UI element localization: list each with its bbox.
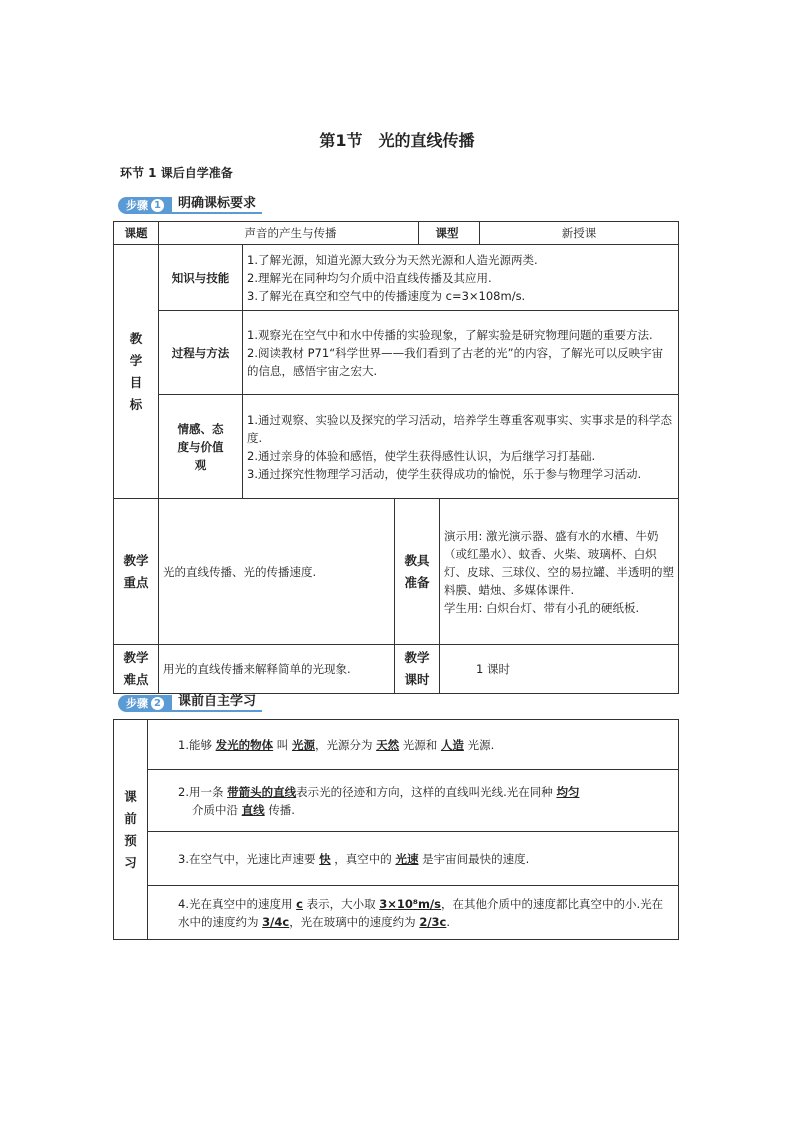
step2-banner xyxy=(118,694,262,712)
preview-label: 课 前 预 习 xyxy=(114,720,148,940)
topic-header: 课题 xyxy=(114,222,159,245)
type-value: 新授课 xyxy=(480,222,679,245)
knowledge-label: 知识与技能 xyxy=(159,245,243,311)
step2-number: 2 xyxy=(151,697,164,710)
preview-q4: 4.光在真空中的速度用 c 表示，大小取 3×10⁸m/s，在其他介质中的速度都比真空中的小.光在水中的速度约为 3/4c，光在玻璃中的速度约为 2/3c. xyxy=(148,886,679,940)
process-content: 1.观察光在空气中和水中传播的实验现象，了解实验是研究物理问题的重要方法. 2.阅读教材 P71“科学世界——我们看到了古老的光”的内容，了解光可以反映宇宙的信息，感悟宇宙之宏大. xyxy=(243,311,679,395)
preview-table xyxy=(113,719,679,940)
preview-q1: 1.能够 发光的物体 叫 光源，光源分为 天然 光源和 人造 光源. xyxy=(148,720,679,770)
process-label: 过程与方法 xyxy=(159,311,243,395)
answer: 人造 xyxy=(440,737,464,752)
type-header: 课型 xyxy=(418,222,475,244)
hours-value: 1 课时 xyxy=(440,645,679,694)
answer: 均匀 xyxy=(556,784,580,799)
answer: 快 xyxy=(319,851,331,866)
step2-label: 课前自主学习 xyxy=(172,693,262,712)
step2-pill: 步骤 2 xyxy=(118,695,172,712)
answer: c xyxy=(296,896,303,911)
key-label: 教学 重点 xyxy=(114,499,159,645)
answer: 光源 xyxy=(291,737,315,752)
goals-label: 教 学 目 标 xyxy=(114,245,159,499)
answer: 3×10⁸m/s xyxy=(379,896,441,911)
step1-number: 1 xyxy=(151,199,164,212)
topic-value: 声音的产生与传播 课型 xyxy=(159,222,480,245)
step1-banner xyxy=(118,196,262,214)
answer: 2/3c xyxy=(419,914,447,929)
tools-content: 演示用: 激光演示器、盛有水的水槽、牛奶（或红墨水）、蚊香、火柴、玻璃杯、白炽灯、皮球、三球仪、空的易拉罐、半透明的塑料膜、蜡烛、多媒体课件. 学生用: 白炽台灯、带有小孔的硬纸板. xyxy=(440,499,679,645)
answer: 3/4c xyxy=(262,914,290,929)
difficulty-content: 用光的直线传播来解释简单的光现象. xyxy=(159,645,395,694)
step1-pill: 步骤 1 xyxy=(118,197,172,214)
answer: 光速 xyxy=(395,851,419,866)
key-content: 光的直线传播、光的传播速度. xyxy=(159,499,395,645)
answer: 天然 xyxy=(376,737,400,752)
preview-q3: 3.在空气中，光速比声速要 快 ，真空中的 光速 是宇宙间最快的速度. xyxy=(148,832,679,886)
emotion-content: 1.通过观察、实验以及探究的学习活动，培养学生尊重客观事实、实事求是的科学态度. 2.通过亲身的体验和感悟，使学生获得感性认识，为后继学习打基础. 3.通过探究性物理学习活动，使学生获得成功的愉悦，乐于参与物理学习活动. xyxy=(243,395,679,499)
preview-q2: 2.用一条 带箭头的直线表示光的径迹和方向，这样的直线叫光线.光在同种 均匀 介质中沿 直线 传播. xyxy=(148,770,679,832)
hours-label: 教学 课时 xyxy=(395,645,440,694)
difficulty-label: 教学 难点 xyxy=(114,645,159,694)
answer: 直线 xyxy=(241,802,265,817)
page-title: 第1节 光的直线传播 xyxy=(319,131,475,150)
tools-label: 教具 准备 xyxy=(395,499,440,645)
answer: 发光的物体 xyxy=(215,737,274,752)
knowledge-content: 1.了解光源，知道光源大致分为天然光源和人造光源两类. 2.理解光在同种均匀介质中沿直线传播及其应用. 3.了解光在真空和空气中的传播速度为 c=3×108m/s. xyxy=(243,245,679,311)
lesson-plan-table xyxy=(113,221,679,694)
answer: 带箭头的直线 xyxy=(227,784,297,799)
section-heading: 环节 1 课后自学准备 xyxy=(120,166,233,180)
step1-label: 明确课标要求 xyxy=(172,195,262,214)
emotion-label: 情感、态度与价值观 xyxy=(159,395,243,499)
